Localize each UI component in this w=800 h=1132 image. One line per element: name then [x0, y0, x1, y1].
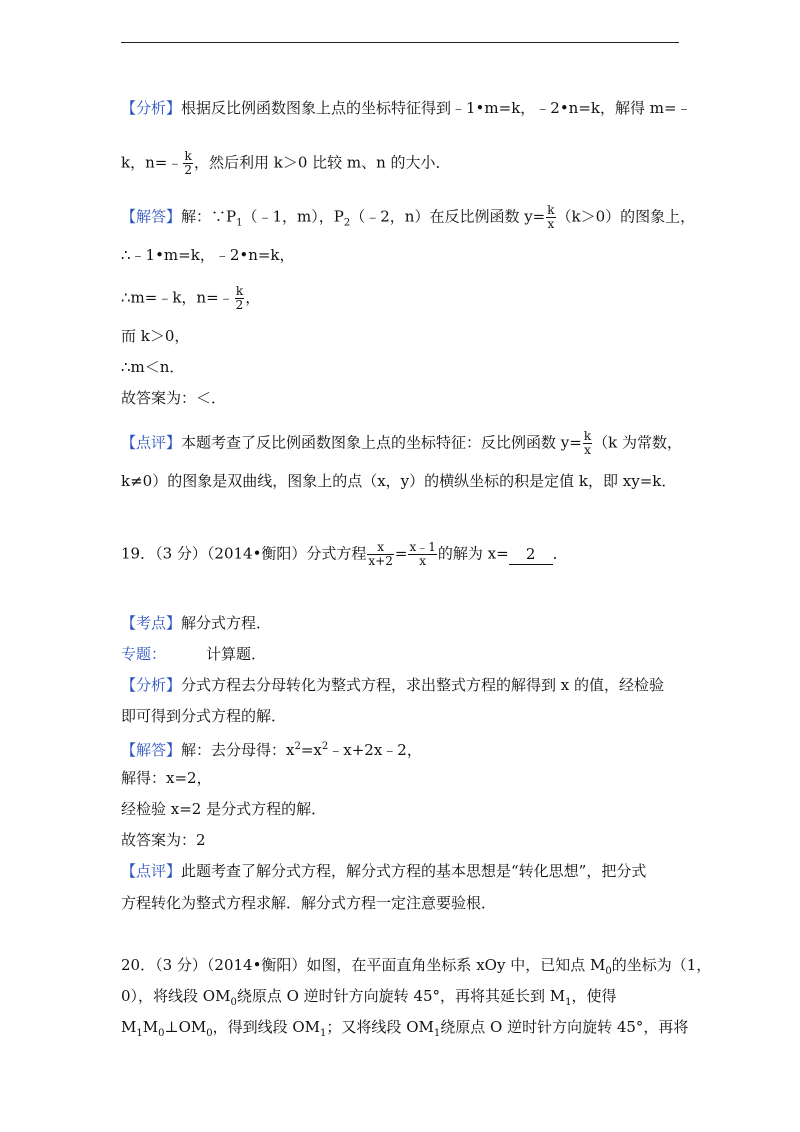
fraction-numerator: k: [547, 203, 555, 217]
subscript: 1: [320, 1028, 327, 1039]
text: （﹣2，n）在反比例函数 y=: [350, 207, 546, 226]
fraction: [367, 541, 393, 568]
q19-analysis-line2: 即可得到分式方程的解．: [121, 707, 287, 725]
fraction-denominator: x: [408, 554, 436, 568]
analysis-tag: 【分析】: [121, 99, 182, 117]
text: 20．（3 分）（2014•衡阳）如图，在平面直角坐标系 xOy 中，已知点 M: [121, 956, 606, 974]
zhuanti-label: 专题：: [121, 645, 167, 663]
q18-comment-line2: k≠0）的图象是双曲线，图象上的点（x，y）的横纵坐标的积是定值 k，即 xy=k．: [121, 472, 677, 490]
text: 此题考查了解分式方程，解分式方程的基本思想是“转化思想”，把分式: [181, 862, 647, 880]
subscript: 0: [158, 1028, 165, 1039]
text: 分式方程去分母转化为整式方程，求出整式方程的解得到 x 的值，经检验: [181, 676, 665, 694]
q19-comment-line2: 方程转化为整式方程求解．解分式方程一定注意要验根．: [121, 894, 497, 912]
fraction-denominator: x: [584, 443, 591, 457]
answer-tag: 【解答】: [121, 741, 182, 759]
text: ，使得: [571, 987, 617, 1005]
text: M: [142, 1018, 159, 1036]
q19-zhuanti: [121, 644, 681, 664]
kaodian-tag: 【考点】: [121, 614, 182, 632]
text: 根据反比例函数图象上点的坐标特征得到﹣1•m=k，﹣2•n=k，解得 m=﹣: [181, 99, 692, 117]
q18-answer-line1: [121, 203, 696, 234]
text: 19．（3 分）（2014•衡阳）分式方程: [121, 544, 367, 563]
text: 绕原点 O 逆时针方向旋转 45°，再将: [440, 1018, 689, 1036]
answer-blank: 2: [509, 544, 553, 565]
q20-line3: [121, 1017, 689, 1044]
q18-analysis-line1: [121, 98, 692, 118]
text: ，: [245, 288, 261, 307]
text: ⊥OM: [164, 1018, 207, 1036]
q19-answer-line3: 经检验 x=2 是分式方程的解．: [121, 800, 327, 818]
text: 计算题．: [206, 645, 267, 663]
fraction-numerator: x: [377, 540, 385, 554]
text: ﹣x+2x﹣2，: [328, 741, 422, 759]
text: 解：∵P: [181, 207, 237, 226]
text: ∴m=﹣k，n=﹣: [121, 288, 234, 307]
text: 绕原点 O 逆时针方向旋转 45°，再将其延长到 M: [236, 987, 566, 1005]
fraction: [183, 150, 193, 177]
comment-tag: 【点评】: [121, 433, 182, 452]
q20-line1: [121, 955, 712, 982]
fraction: [408, 541, 436, 568]
q19-stem: [121, 541, 681, 568]
analysis-tag: 【分析】: [121, 676, 182, 694]
subscript: 0: [206, 1028, 213, 1039]
text: ，然后利用 k＞0 比较 m、n 的大小．: [193, 153, 451, 172]
q19-answer-line1: [121, 737, 681, 760]
fraction-numerator: k: [184, 149, 192, 163]
text: （k 为常数，: [593, 433, 682, 452]
q19-answer-line2: 解得：x=2，: [121, 769, 212, 787]
text: 本题考查了反比例函数图象上点的坐标特征：反比例函数 y=: [181, 433, 582, 452]
q19-kaodian: [121, 613, 681, 633]
text: 的解为 x=: [437, 544, 509, 563]
fraction-numerator: x﹣1: [409, 540, 436, 554]
fraction: [235, 285, 245, 312]
text: k，n=﹣: [121, 153, 183, 172]
text: ．: [552, 544, 568, 563]
q19-comment-line1: [121, 861, 681, 881]
fraction-numerator: k: [583, 429, 592, 443]
superscript: 2: [321, 741, 329, 752]
q18-comment-line1: [121, 430, 681, 457]
fraction: [583, 430, 592, 457]
q18-answer-line2: ∴﹣1•m=k，﹣2•n=k，: [121, 246, 295, 264]
text: =x: [300, 741, 322, 759]
subscript: 1: [433, 1028, 441, 1039]
subscript: 1: [236, 217, 243, 229]
fraction: [546, 204, 555, 231]
q18-answer-line5: ∴m＜n．: [121, 358, 185, 376]
subscript: 2: [343, 217, 351, 229]
header-rule: [121, 42, 679, 43]
fraction-denominator: x: [547, 217, 555, 231]
answer-tag: 【解答】: [121, 207, 182, 226]
fraction-numerator: k: [235, 284, 244, 298]
text: （k＞0）的图象上，: [556, 207, 696, 226]
q18-answer-line3: [121, 285, 681, 312]
comment-tag: 【点评】: [121, 862, 182, 880]
fraction-denominator: x+2: [368, 554, 393, 568]
superscript: 2: [294, 741, 301, 752]
text: 解：去分母得：x: [181, 741, 295, 759]
fraction-denominator: 2: [184, 163, 192, 177]
q19-answer-line4: 故答案为：2: [121, 831, 206, 849]
text: ；又将线段 OM: [326, 1018, 434, 1036]
q19-analysis-line1: [121, 675, 681, 695]
q20-line2: [121, 986, 681, 1013]
subscript: 1: [565, 997, 572, 1008]
text: 的坐标为（1，: [611, 956, 712, 974]
q18-answer-line4: 而 k＞0，: [121, 327, 190, 345]
text: M: [121, 1018, 137, 1036]
equals-sign: =: [394, 544, 408, 563]
subscript: 1: [136, 1028, 143, 1039]
subscript: 0: [605, 966, 612, 977]
text: ，得到线段 OM: [212, 1018, 321, 1036]
text: （﹣1，m），P: [242, 207, 344, 226]
q18-answer-line6: 故答案为：＜．: [121, 389, 227, 407]
subscript: 0: [230, 997, 237, 1008]
fraction-denominator: 2: [235, 298, 244, 312]
text: 解分式方程．: [181, 614, 272, 632]
q18-analysis-line2: [121, 150, 681, 177]
text: 0），将线段 OM: [121, 987, 231, 1005]
